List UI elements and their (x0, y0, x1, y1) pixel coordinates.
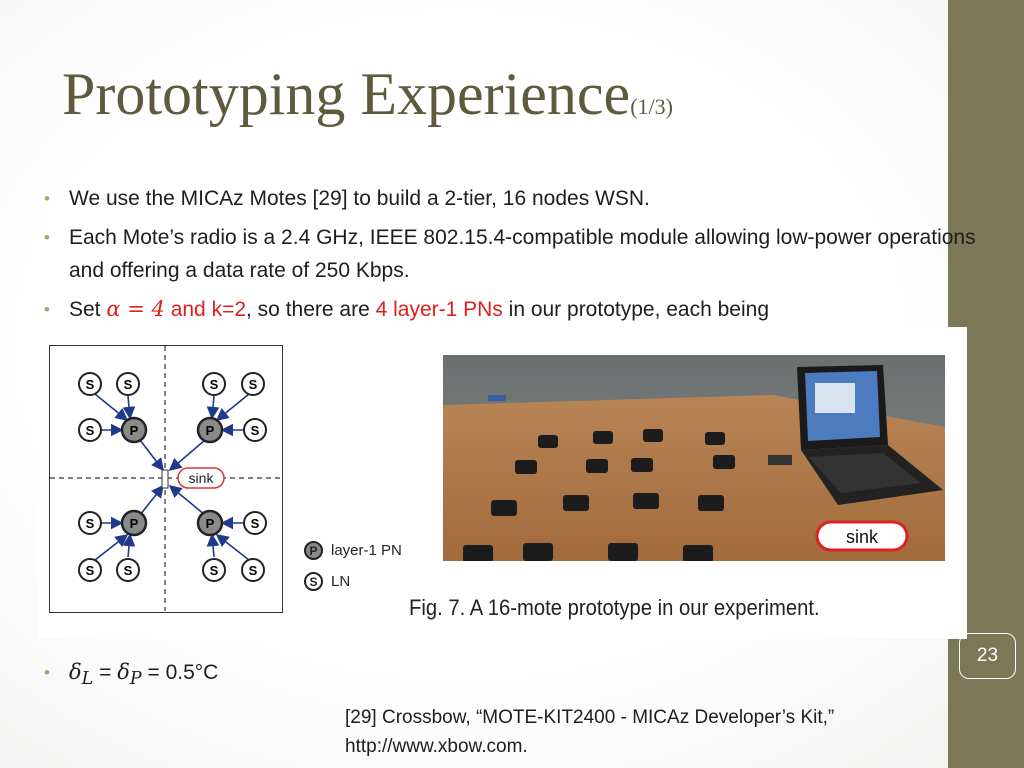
delta-p-subscript: P (129, 669, 142, 690)
bullet-dot-icon: • (44, 228, 50, 247)
bullet-dot-icon: • (44, 300, 50, 319)
bullet-list (44, 182, 979, 332)
topology-diagram (49, 345, 283, 613)
photo-sink-label: sink (845, 527, 879, 547)
bullet-item (44, 293, 979, 326)
sensor-node-label: S (250, 423, 260, 438)
pn-node-label: P (129, 516, 139, 531)
alpha-param: α = 4 and k=2 (106, 297, 247, 321)
bullet-text-prefix: Set (69, 298, 107, 321)
legend-label: layer-1 PN (331, 542, 402, 559)
sensor-node-label: S (85, 377, 95, 392)
page-number: 23 (959, 633, 1016, 679)
ln-legend-icon: S (304, 572, 323, 591)
sensor-node-label: S (123, 377, 133, 392)
diagram-legend (304, 541, 402, 603)
layer1-pn-count: 4 layer-1 PNs (375, 298, 503, 321)
sensor-node-label: S (209, 377, 219, 392)
pn-node-label: P (205, 516, 215, 531)
bullet-text-mid: , so there are (246, 298, 376, 321)
legend-item (304, 572, 402, 591)
reference-url: http://www.xbow.com. (345, 736, 528, 757)
title-text: Prototyping Experience (62, 61, 631, 127)
sink-label: sink (188, 470, 214, 486)
sensor-node-label: S (123, 563, 133, 578)
equals-sign: = (93, 661, 118, 684)
delta-value: = 0.5°C (141, 661, 219, 684)
figure-panel (37, 327, 967, 639)
reference-line: [29] Crossbow, “MOTE-KIT2400 - MICAz Developer’s Kit,” (345, 707, 835, 728)
bullet-dot-icon: • (44, 189, 50, 208)
sensor-node-label: S (248, 377, 258, 392)
prototype-photo-svg (443, 355, 945, 571)
delta-l-subscript: L (81, 669, 94, 690)
figure-caption: Fig. 7. A 16-mote prototype in our experiment. (409, 595, 820, 620)
slide-title (62, 61, 673, 127)
prototype-photo (443, 355, 945, 571)
legend-label: LN (331, 573, 351, 590)
pn-node-label: P (129, 423, 139, 438)
sensor-node-label: S (85, 423, 95, 438)
sensor-node-label: S (85, 563, 95, 578)
sensor-node-label: S (248, 563, 258, 578)
sensor-node-label: S (250, 516, 260, 531)
bullet-dot-icon: • (44, 663, 50, 682)
delta-p-symbol: δ (117, 660, 130, 684)
pn-node-label: P (205, 423, 215, 438)
pn-legend-icon: P (304, 541, 323, 560)
bullet-item (44, 656, 218, 696)
legend-item (304, 541, 402, 560)
sensor-node-label: S (85, 516, 95, 531)
bullet-text: We use the MICAz Motes [29] to build a 2-tier, 16 nodes WSN. (69, 187, 650, 210)
bullet-text: Each Mote’s radio is a 2.4 GHz, IEEE 802.15.4-compatible module allowing low-power operations and offering a data rate of 250 Kbps. (69, 226, 976, 282)
title-suffix: (1/3) (630, 94, 673, 119)
topology-svg (50, 346, 281, 611)
bullet-item (44, 221, 979, 287)
bullet-text-tail: in our prototype, each being (502, 298, 769, 321)
sensor-node-label: S (209, 563, 219, 578)
bullet-item (44, 182, 979, 215)
reference-citation (345, 703, 834, 761)
delta-l-symbol: δ (69, 660, 82, 684)
